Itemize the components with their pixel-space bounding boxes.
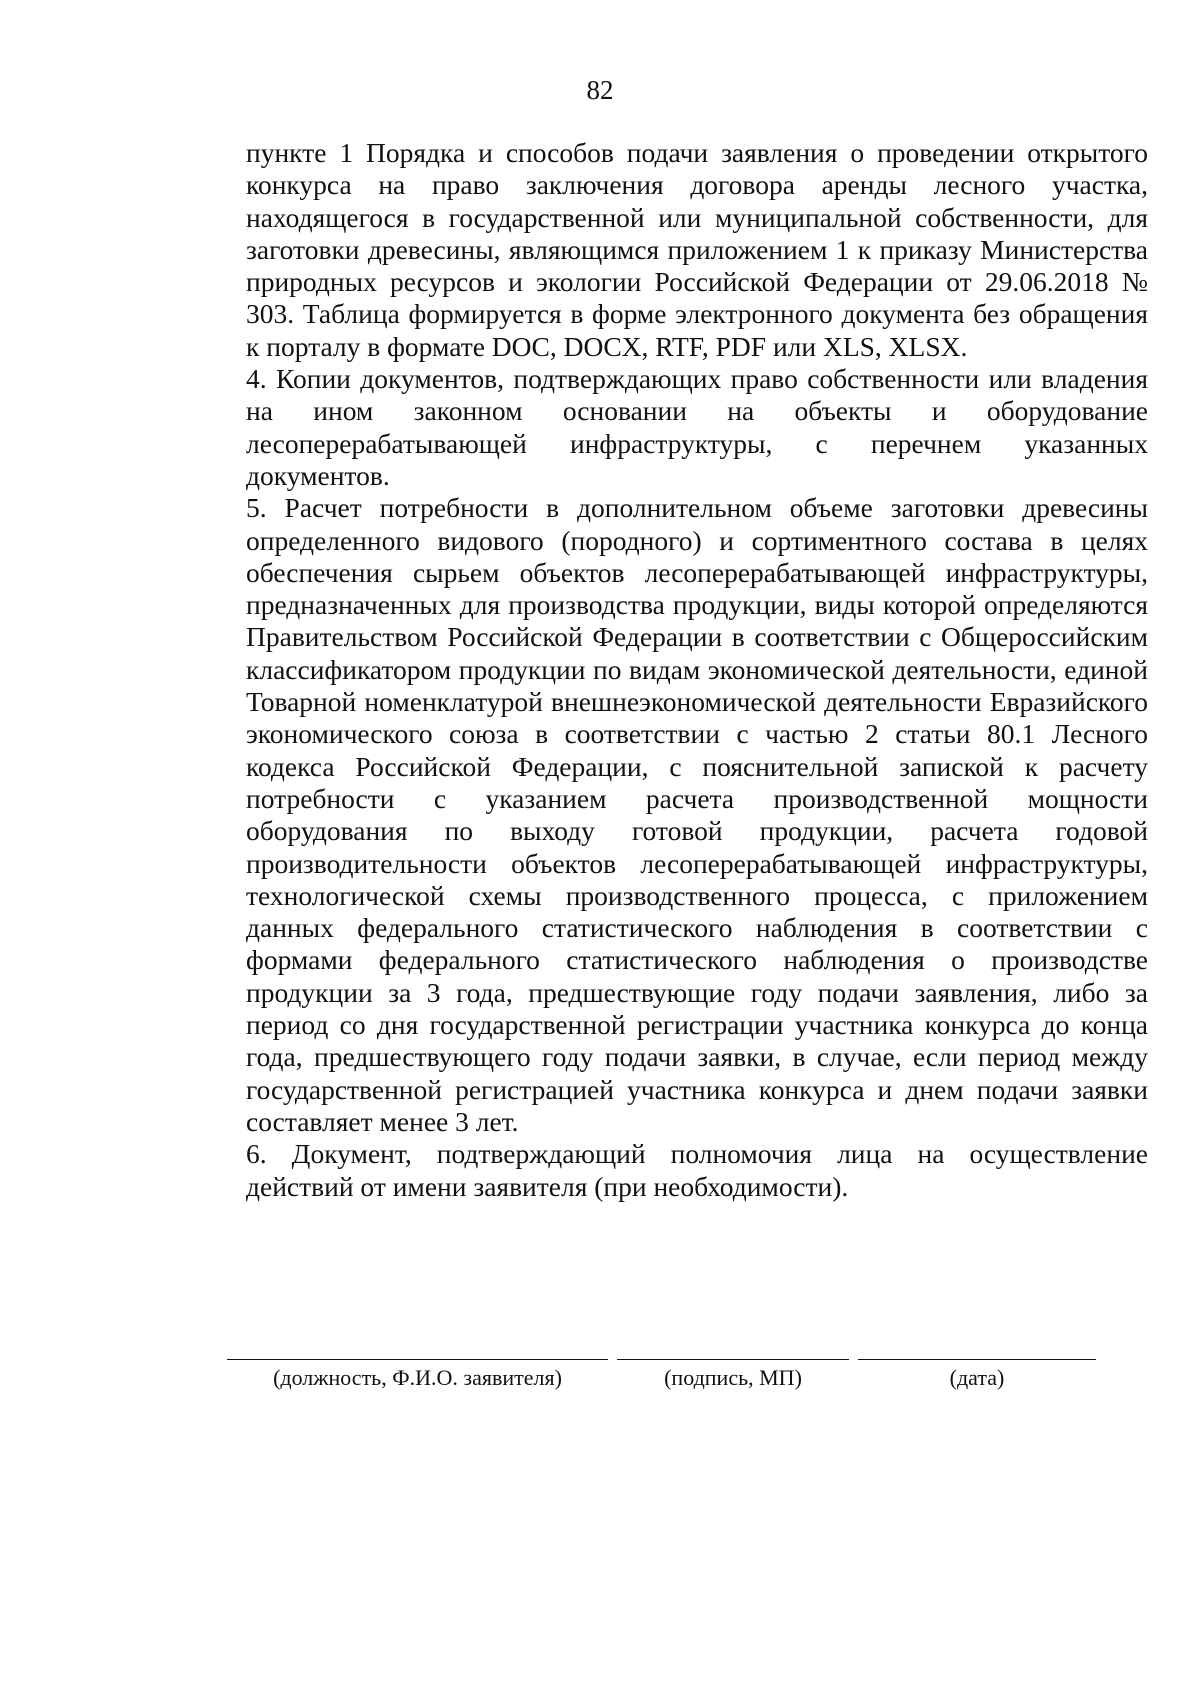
paragraph-item-6: 6. Документ, подтверждающий полномочия лица на осуществление действий от имени заявителя (при необходимости).	[246, 1138, 1148, 1202]
signature-field	[617, 1359, 849, 1391]
date-line	[858, 1359, 1096, 1360]
date-field	[858, 1359, 1096, 1391]
position-name-caption: (должность, Ф.И.О. заявителя)	[273, 1365, 562, 1390]
signature-block	[227, 1359, 1112, 1419]
signature-line	[617, 1359, 849, 1360]
signature-caption: (подпись, МП)	[664, 1365, 802, 1390]
page-number: 82	[586, 75, 614, 105]
paragraph-item-5: 5. Расчет потребности в дополнительном объеме заготовки древесины определенного видового (породного) и сортиментного состава в целях обеспечения сырьем объектов лесоперерабатывающей инфраструктуры, предназначенных для производства продукции, виды которой определяются Правительством Российской Федерации в соответствии с Общероссийским классификатором продукции по видам экономической деятельности, единой Товарной номенклатурой внешнеэкономической деятельности Евразийского экономического союза в соответствии с частью 2 статьи 80.1 Лесного кодекса Российской Федерации, с пояснительной запиской к расчету потребности с указанием расчета производственной мощности оборудования по выходу готовой продукции, расчета годовой производительности объектов лесоперерабатывающей инфраструктуры, технологической схемы производственного процесса, с приложением данных федерального статистического наблюдения в соответствии с формами федерального статистического наблюдения о производстве продукции за 3 года, предшествующие году подачи заявления, либо за период со дня государственной регистрации участника конкурса до конца года, предшествующего году подачи заявки, в случае, если период между государственной регистрацией участника конкурса и днем подачи заявки составляет менее 3 лет.	[246, 492, 1148, 1137]
document-body	[246, 137, 1148, 1203]
date-caption: (дата)	[949, 1365, 1005, 1390]
paragraph-item-3-continuation: пункте 1 Порядка и способов подачи заявления о проведении открытого конкурса на право заключения договора аренды лесного участка, находящегося в государственной или муниципальной собственности, для заготовки древесины, являющимся приложением 1 к приказу Министерства природных ресурсов и экологии Российской Федерации от 29.06.2018 № 303. Таблица формируется в форме электронного документа без обращения к порталу в формате DOC, DOCX, RTF, PDF или XLS, XLSX.	[246, 137, 1148, 362]
position-name-field	[227, 1359, 608, 1391]
paragraph-item-4: 4. Копии документов, подтверждающих право собственности или владения на ином законном основании на объекты и оборудование лесоперерабатывающей инфраструктуры, с перечнем указанных документов.	[246, 363, 1148, 491]
position-name-line	[227, 1359, 608, 1360]
